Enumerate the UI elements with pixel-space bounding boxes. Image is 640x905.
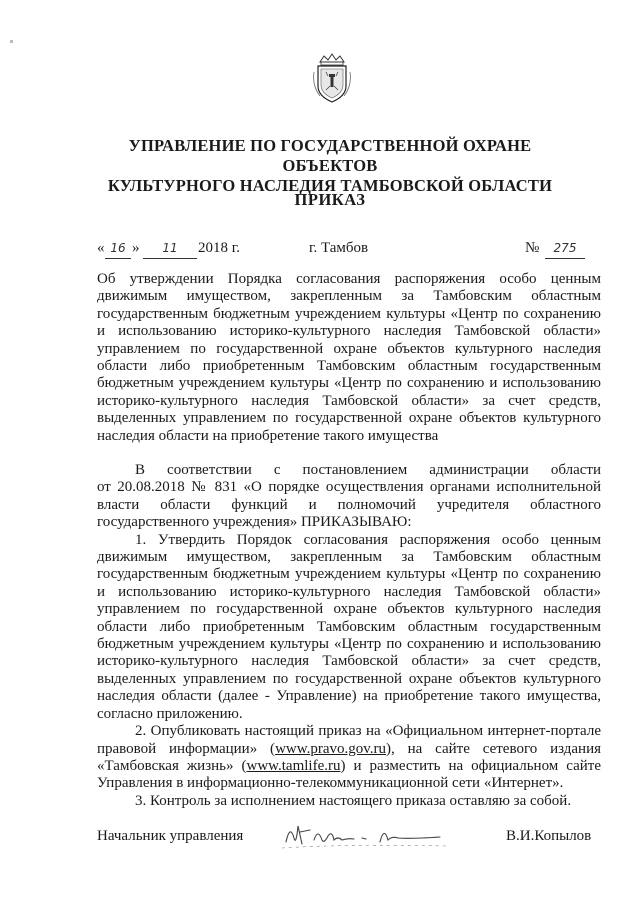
subject-line: наследия области на приобретение такого имущества — [97, 427, 439, 444]
signatory-name: В.И.Копылов — [506, 828, 592, 844]
item1-line: историко-культурного наследия Тамбовской области» за счет средств, — [97, 653, 601, 670]
item2-line: Управления в информационно-телекоммуникационной сети «Интернет». — [97, 775, 564, 792]
handwritten-signature — [280, 818, 460, 852]
item1-line: области либо приобретенным Тамбовским областным государственным — [97, 618, 601, 635]
preamble-line: государственного учреждения» ПРИКАЗЫВАЮ: — [97, 514, 412, 531]
item1-line: и использованию историко-культурного наследия Тамбовской области» — [97, 583, 601, 600]
item2-text: ) и разместить на официальном сайте — [340, 757, 601, 774]
date-year: 2018 г. — [198, 240, 240, 256]
handwritten-day: 16 — [105, 238, 131, 259]
item2-text: правовой информации» ( — [97, 740, 276, 757]
subject-line: управлением по государственной охране объектов культурного наследия — [97, 340, 601, 357]
item1-line: управлением по государственной охране объектов культурного наследия — [97, 601, 601, 618]
order-body — [97, 462, 601, 810]
item1-line: бюджетным учреждением культуры «Центр по сохранению и использованию — [97, 636, 601, 653]
preamble-line: от 20.08.2018 № 831 «О порядке осуществления органами исполнительной — [97, 479, 601, 496]
subject-line: и использованию историко-культурного наследия Тамбовской области» — [97, 323, 601, 340]
handwritten-month: 11 — [143, 238, 197, 259]
order-subject — [97, 271, 601, 445]
tamlife-link[interactable]: www.tamlife.ru — [246, 757, 341, 774]
subject-line: Об утверждении Порядка согласования распоряжения особо ценным — [97, 271, 601, 287]
scan-speck — [10, 40, 13, 43]
signatory-position: Начальник управления — [97, 828, 244, 844]
item1-line: выделенных управлением по государственной охране объектов культурного — [97, 670, 601, 687]
handwritten-order-number: 275 — [545, 238, 585, 259]
item2-line — [97, 758, 601, 775]
item2-line: 2. Опубликовать настоящий приказ на «Официальном интернет-портале — [135, 723, 601, 740]
open-quote: « — [97, 240, 105, 256]
date-number-line — [97, 238, 587, 258]
close-quote: » — [132, 240, 140, 256]
item1-line: движимым имуществом, закрепленным за Тамбовским областным — [97, 549, 601, 566]
preamble-line: В соответствии с постановлением администрации области — [135, 462, 601, 478]
subject-line: бюджетным учреждением культуры «Центр по сохранению и использованию — [97, 375, 601, 392]
item1-line: государственным бюджетным учреждением культуры «Центр по сохранению — [97, 566, 601, 583]
item1-line: наследия области (далее - Управление) на приобретение такого имущества, — [97, 688, 601, 705]
city-name: г. Тамбов — [309, 240, 369, 256]
item1-line: 1. Утвердить Порядок согласования распоряжения особо ценным — [135, 531, 601, 548]
subject-line: государственным бюджетным учреждением культуры «Центр по сохранению — [97, 305, 601, 322]
item1-line: согласно приложению. — [97, 705, 243, 722]
item2-text: ), на сайте сетевого издания — [386, 740, 601, 757]
item3-line: 3. Контроль за исполнением настоящего приказа оставляю за собой. — [135, 792, 572, 809]
item2-line — [97, 741, 601, 758]
number-sign: № — [525, 240, 540, 256]
subject-line: движимым имуществом, закрепленным за Тамбовским областным — [97, 288, 601, 305]
subject-line: выделенных управлением по государственной охране объектов культурного — [97, 410, 601, 427]
organization-title — [80, 136, 580, 196]
document-type-title: ПРИКАЗ — [294, 190, 366, 209]
subject-line: историко-культурного наследия Тамбовской области» за счет средств, — [97, 392, 601, 409]
preamble-line: власти области функций и полномочий учредителя областного — [97, 496, 601, 513]
coat-of-arms-emblem — [312, 52, 352, 104]
subject-line: области либо приобретенным Тамбовским областным государственным — [97, 358, 601, 375]
pravo-gov-link[interactable]: www.pravo.gov.ru — [275, 740, 387, 757]
organization-title-line2: КУЛЬТУРНОГО НАСЛЕДИЯ ТАМБОВСКОЙ ОБЛАСТИ — [107, 176, 553, 195]
organization-title-line1: УПРАВЛЕНИЕ ПО ГОСУДАРСТВЕННОЙ ОХРАНЕ ОБЪЕКТОВ — [128, 136, 532, 175]
item2-text: «Тамбовская жизнь» ( — [97, 757, 247, 774]
